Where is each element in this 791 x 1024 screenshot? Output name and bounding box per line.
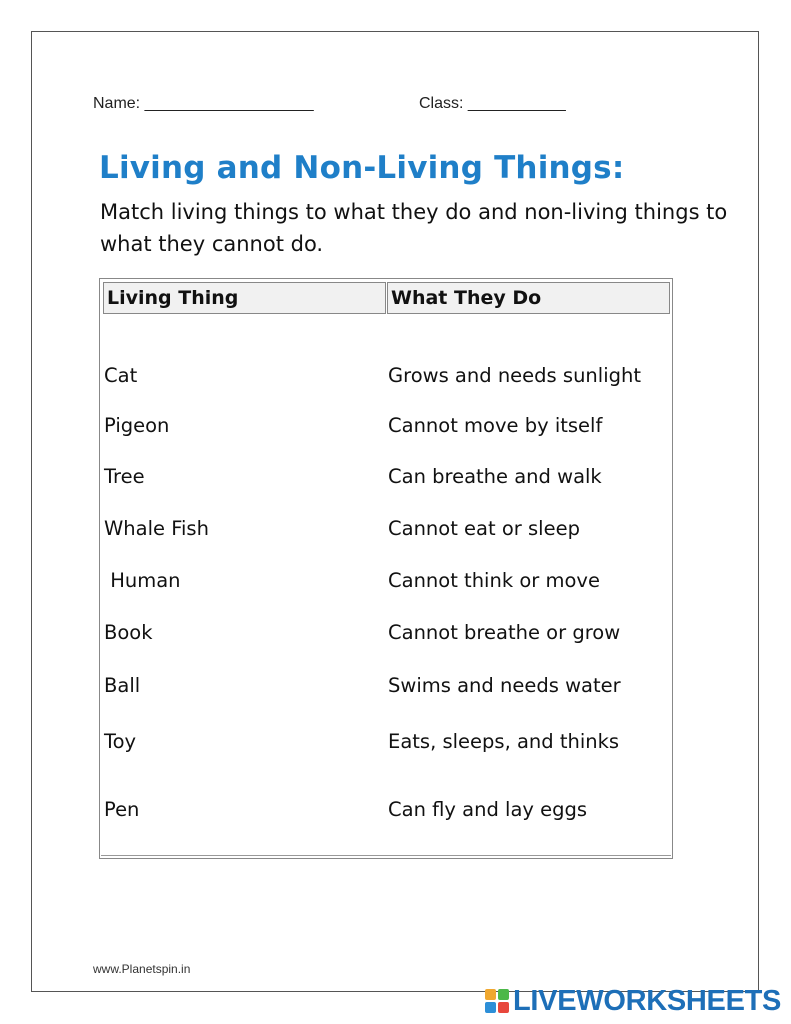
action-item[interactable]: Can breathe and walk: [388, 465, 602, 488]
instructions-text: Match living things to what they do and non-living things to what they cannot do.: [100, 200, 728, 256]
action-item[interactable]: Grows and needs sunlight: [388, 364, 642, 387]
action-item[interactable]: Can fly and lay eggs: [388, 798, 588, 821]
living-thing-item[interactable]: Tree: [104, 465, 145, 488]
name-field-label: Name: ___________________: [93, 95, 314, 112]
action-item[interactable]: Cannot breathe or grow: [388, 621, 621, 644]
liveworksheets-wordmark: LIVEWORKSHEETS: [513, 984, 782, 1017]
living-thing-item[interactable]: Whale Fish: [104, 517, 209, 540]
living-thing-item[interactable]: Pigeon: [104, 414, 170, 437]
liveworksheets-brand: [484, 985, 781, 1017]
action-item[interactable]: Swims and needs water: [388, 674, 621, 697]
column-header-living-thing: Living Thing: [103, 282, 386, 314]
action-item[interactable]: Cannot think or move: [388, 569, 600, 592]
column-header-what-they-do: What They Do: [387, 282, 670, 314]
footer-website: www.Planetspin.in: [93, 962, 191, 976]
living-thing-item[interactable]: Cat: [104, 364, 138, 387]
action-item[interactable]: Eats, sleeps, and thinks: [388, 730, 620, 753]
living-thing-item[interactable]: Book: [104, 621, 153, 644]
worksheet-title: Living and Non-Living Things:: [99, 150, 625, 186]
action-item[interactable]: Cannot eat or sleep: [388, 517, 580, 540]
action-item[interactable]: Cannot move by itself: [388, 414, 603, 437]
liveworksheets-logo-icon: [484, 988, 510, 1014]
class-field-label: Class: ___________: [419, 95, 566, 112]
living-thing-item[interactable]: Human: [104, 569, 181, 592]
living-thing-item[interactable]: Ball: [104, 674, 141, 697]
living-thing-item[interactable]: Pen: [104, 798, 140, 821]
living-thing-item[interactable]: Toy: [104, 730, 137, 753]
